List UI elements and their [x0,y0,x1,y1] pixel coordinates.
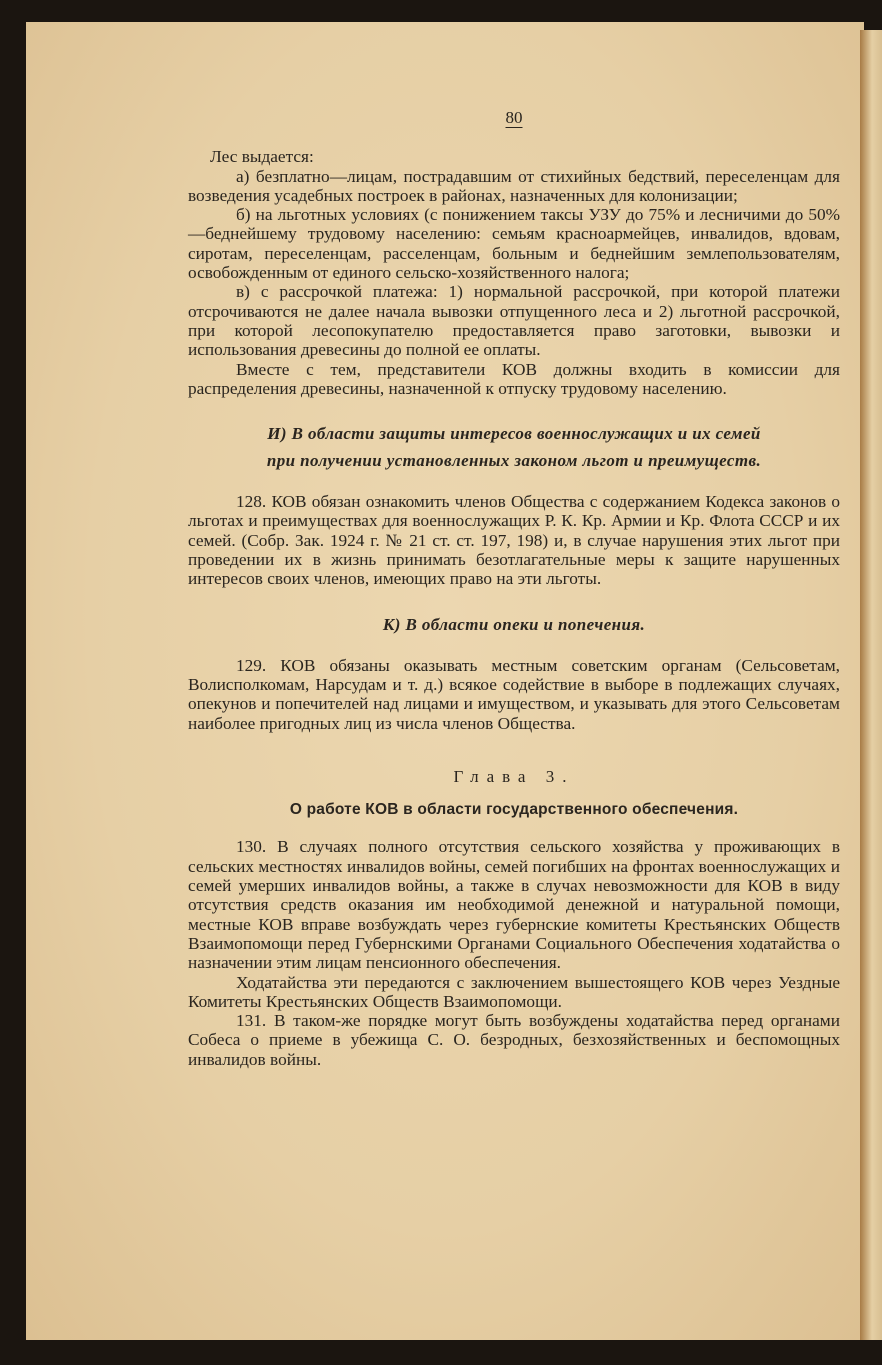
paragraph-free: а) безплатно—лицам, пострадавшим от стихийных бедствий, переселенцам для возведения усадебных построек в районах, назначенных для колонизации; [188,166,840,205]
paragraph-130-continued: Ходатайства эти передаются с заключением вышестоящего КОВ через Уездные Комитеты Крестьянских Обществ Взаимопомощи. [188,972,840,1011]
paragraph-installment: в) с рассрочкой платежа: 1) нормальной рассрочкой, при которой платежи отсрочиваются не далее начала вывозки отпущенного леса и 2) льготной рассрочкой, при которой лесопокупателю предоставляется право заготовки, вывозки и использования древесины до полной ее оплаты. [188,282,840,360]
chapter-label: Глава 3. [453,766,575,786]
section-i-heading-2: при получении установленных законом льгот и преимуществ. [266,451,762,471]
paragraph-129: 129. КОВ обязаны оказывать местным советским органам (Сельсоветам, Волисполкомам, Нарсудам и т. д.) всякое содействие в выборе в подлежащих случаях, опекунов и попечителей над лицами и имуществом, и указывать для этого Сельсоветам наиболее пригодных лиц из числа членов Общества. [188,655,840,733]
paragraph-128: 128. КОВ обязан ознакомить членов Общества с содержанием Кодекса законов о льготах и преимуществах для военнослужащих Р. К. Кр. Армии и Кр. Флота СССР и их семей. (Собр. Зак. 1924 г. № 21 ст. ст. 197, 198) и, в случае нарушения этих льгот при проведении их в жизнь принимать безотлагательные меры к защите нарушенных интересов своих членов, имеющих право на эти льготы. [188,492,840,589]
paragraph-preferential: б) на льготных условиях (с понижением таксы УЗУ до 75% и лесничими до 50%—беднейшему трудовому населению: семьям красноармейцев, инвалидов, вдовам, сиротам, переселенцам, расселенцам, больным и беднейшим землепользователям, освобожденным от единого сельско-хозяйственного налога; [188,205,840,283]
next-page-edge [860,30,882,1340]
page-content [188,108,840,1069]
paragraph-forest-intro: Лес выдается: [210,147,314,167]
paragraph-commission: Вместе с тем, представители КОВ должны входить в комиссии для распределения древесины, назначенной к отпуску трудовому населению. [188,359,840,398]
section-i-heading-1: И) В области защиты интересов военнослужащих и их семей [267,424,761,444]
chapter-title: О работе КОВ в области государственного обеспечения. [289,801,739,819]
paragraph-130: 130. В случаях полного отсутствия сельского хозяйства у проживающих в сельских местностях инвалидов войны, семей погибших на фронтах военнослужащих и семей умерших инвалидов войны, а также в случах невозможности для КОВ в виду отсутствия средств оказания им необходимой денежной и натуральной помощи, местные КОВ вправе возбуждать через губернские комитеты Крестьянских Обществ Взаимопомощи перед Губернскими Органами Социального Обеспечения ходатайства о назначении этим лицам пенсионного обеспечения. [188,837,840,973]
section-k-heading: К) В области опеки и попечения. [382,614,646,634]
page-number: 80 [505,108,523,127]
paragraph-131: 131. В таком-же порядке могут быть возбуждены ходатайства перед органами Собеса о приеме в убежища С. О. безродных, безхозяйственных и беспомощных инвалидов войны. [188,1011,840,1069]
